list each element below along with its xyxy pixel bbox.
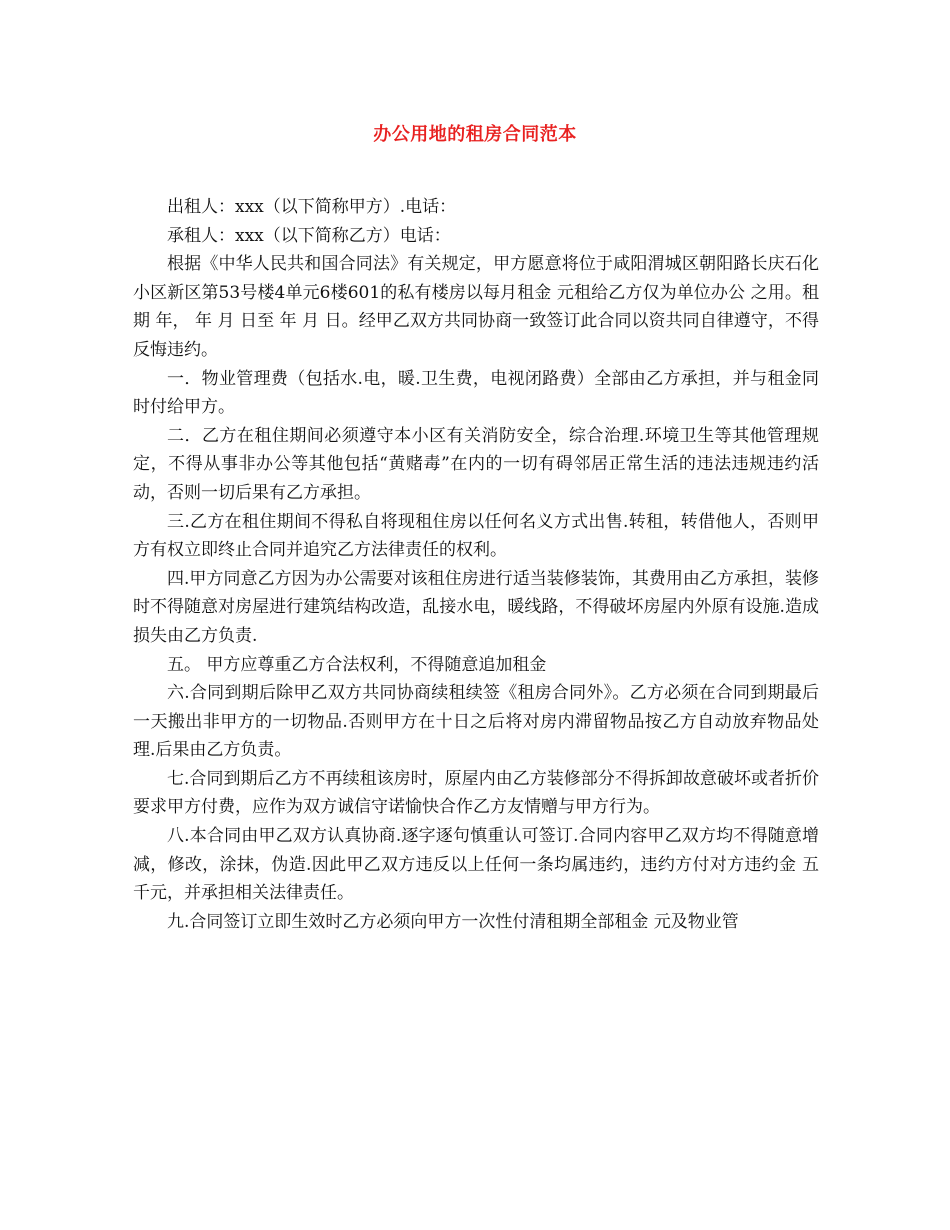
paragraph-preamble: 根据《中华人民共和国合同法》有关规定，甲方愿意将位于咸阳渭城区朝阳路长庆石化小区新区第53号楼4单元6楼601的私有楼房以每月租金 元租给乙方仅为单位办公 之用。租期 年， 年 月 日至 年 月 日。经甲乙双方共同协商一致签订此合同以资共同自律遵守，不得反悔违约。 bbox=[133, 254, 819, 360]
clause-2: 二．乙方在租住期间必须遵守本小区有关消防安全，综合治理.环境卫生等其他管理规定，不得从事非办公等其他包括“黄赌毒”在内的一切有碍邻居正常生活的违法违规违约活动，否则一切后果有乙方承担。 bbox=[133, 425, 819, 503]
clause-3: 三.乙方在租住期间不得私自将现租住房以任何名义方式出售.转租，转借他人，否则甲方有权立即终止合同并追究乙方法律责任的权利。 bbox=[133, 511, 819, 561]
clause-4: 四.甲方同意乙方因为办公需要对该租住房进行适当装修装饰，其费用由乙方承担，装修时不得随意对房屋进行建筑结构改造，乱接水电，暖线路，不得破坏房屋内外原有设施.造成损失由乙方负责. bbox=[133, 568, 819, 646]
paragraph-lessee: 承租人：xxx（以下简称乙方）电话： bbox=[167, 225, 451, 246]
clause-8: 八.本合同由甲乙双方认真协商.逐字逐句慎重认可签订.合同内容甲乙双方均不得随意增减，修改，涂抹，伪造.因此甲乙双方违反以上任何一条均属违约，违约方付对方违约金 五千元，并承担相关法律责任。 bbox=[133, 826, 819, 904]
document-body bbox=[133, 193, 819, 936]
clause-6: 六.合同到期后除甲乙双方共同协商续租续签《租房合同外》。乙方必须在合同到期最后一天搬出非甲方的一切物品.否则甲方在十日之后将对房内滞留物品按乙方自动放弃物品处理.后果由乙方负责。 bbox=[133, 683, 819, 761]
paragraph-lessor: 出租人：xxx（以下简称甲方）.电话： bbox=[167, 197, 457, 217]
clause-9: 九.合同签订立即生效时乙方必须向甲方一次性付清租期全部租金 元及物业管 bbox=[167, 911, 739, 932]
document-title: 办公用地的租房合同范本 bbox=[373, 124, 577, 145]
clause-7: 七.合同到期后乙方不再续租该房时，原屋内由乙方装修部分不得拆卸故意破坏或者折价要求甲方付费，应作为双方诚信守诺愉快合作乙方友情赠与甲方行为。 bbox=[133, 768, 819, 818]
clause-1: 一．物业管理费（包括水.电，暖.卫生费，电视闭路费）全部由乙方承担，并与租金同时付给甲方。 bbox=[133, 368, 819, 418]
clause-5: 五。 甲方应尊重乙方合法权利，不得随意追加租金 bbox=[167, 654, 547, 675]
